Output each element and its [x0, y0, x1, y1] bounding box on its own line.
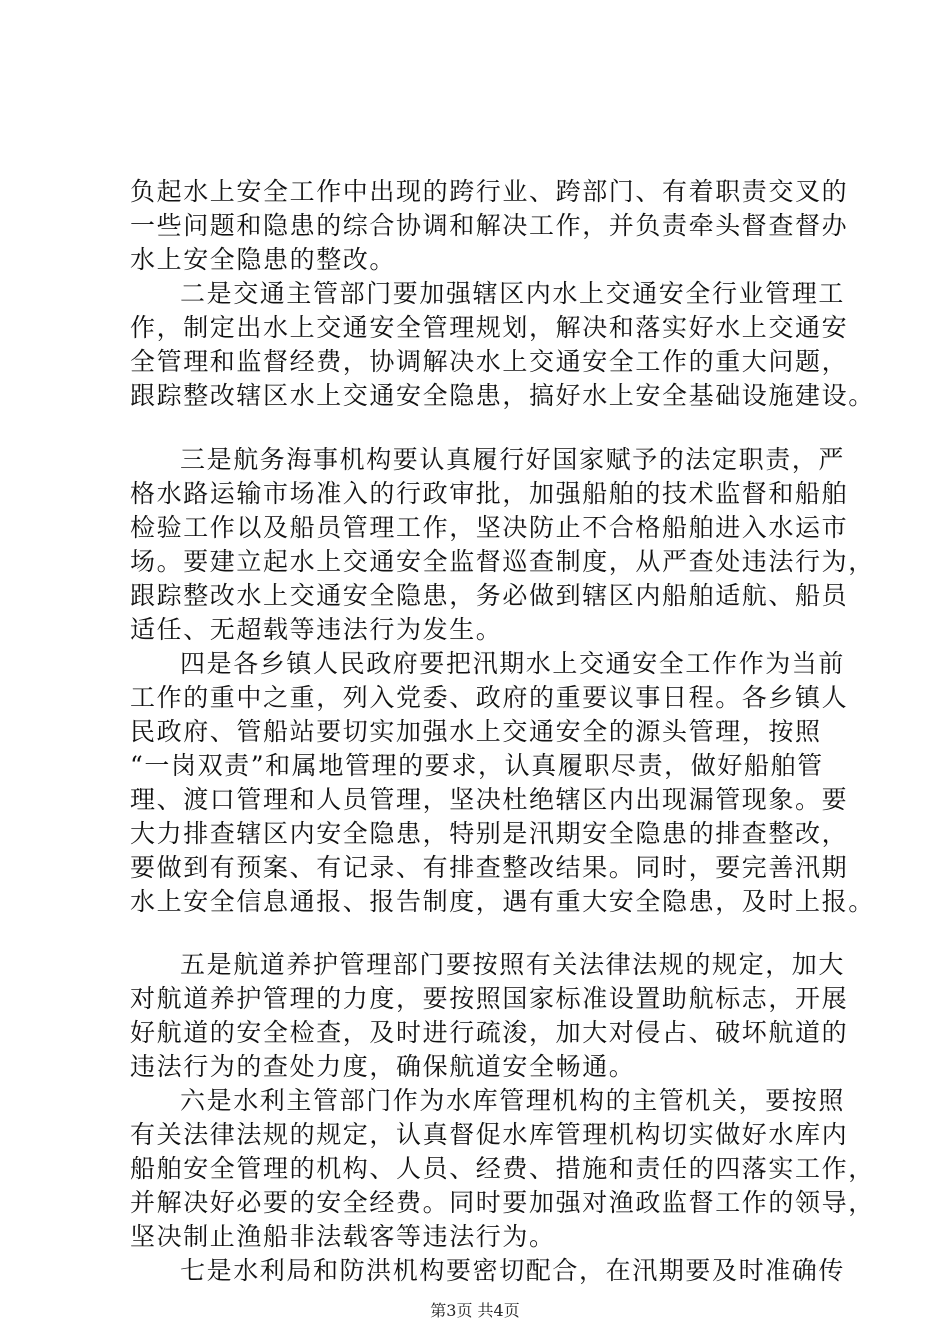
text-line: 一些问题和隐患的综合协调和解决工作，并负责牵头督查督办	[130, 211, 849, 240]
text-line: 场。要建立起水上交通安全监督巡查制度，从严查处违法行为，	[130, 547, 875, 576]
text-line: 四是各乡镇人民政府要把汛期水上交通安全工作作为当前	[180, 649, 846, 678]
text-line: 跟踪整改辖区水上交通安全隐患，搞好水上安全基础设施建设。	[130, 381, 875, 410]
text-line: 好航道的安全检查，及时进行疏浚，加大对侵占、破坏航道的	[130, 1018, 849, 1047]
text-line: 对航道养护管理的力度，要按照国家标准设置助航标志，开展	[130, 984, 849, 1013]
text-line: 适任、无超载等违法行为发生。	[130, 615, 503, 644]
text-line: 作，制定出水上交通安全管理规划，解决和落实好水上交通安	[130, 313, 849, 342]
text-line: 坚决制止渔船非法载客等违法行为。	[130, 1222, 556, 1251]
text-line: 检验工作以及船员管理工作，坚决防止不合格船舶进入水运市	[130, 513, 849, 542]
text-line: 大力排查辖区内安全隐患，特别是汛期安全隐患的排查整改，	[130, 819, 849, 848]
text-line: 五是航道养护管理部门要按照有关法律法规的规定，加大	[180, 950, 846, 979]
text-line: 二是交通主管部门要加强辖区内水上交通安全行业管理工	[180, 279, 846, 308]
text-line: 并解决好必要的安全经费。同时要加强对渔政监督工作的领导，	[130, 1188, 875, 1217]
text-line: 民政府、管船站要切实加强水上交通安全的源头管理，按照	[130, 717, 822, 746]
text-line: 有关法律法规的规定，认真督促水库管理机构切实做好水库内	[130, 1120, 849, 1149]
text-line: 船舶安全管理的机构、人员、经费、措施和责任的四落实工作，	[130, 1154, 875, 1183]
text-line: 要做到有预案、有记录、有排查整改结果。同时，要完善汛期	[130, 853, 849, 882]
text-line: 全管理和监督经费，协调解决水上交通安全工作的重大问题，	[130, 347, 849, 376]
page-number: 第3页 共4页	[430, 1301, 520, 1320]
text-line: 水上安全信息通报、报告制度，遇有重大安全隐患，及时上报。	[130, 887, 875, 916]
text-line: “一岗双责”和属地管理的要求，认真履职尽责，做好船舶管	[130, 751, 824, 780]
text-line: 负起水上安全工作中出现的跨行业、跨部门、有着职责交叉的	[130, 177, 849, 206]
text-line: 六是水利主管部门作为水库管理机构的主管机关，要按照	[180, 1086, 846, 1115]
text-line: 七是水利局和防洪机构要密切配合，在汛期要及时准确传	[180, 1256, 846, 1285]
text-line: 格水路运输市场准入的行政审批，加强船舶的技术监督和船舶	[130, 479, 849, 508]
text-line: 跟踪整改水上交通安全隐患，务必做到辖区内船舶适航、船员	[130, 581, 849, 610]
text-line: 三是航务海事机构要认真履行好国家赋予的法定职责，严	[180, 445, 846, 474]
text-line: 理、渡口管理和人员管理，坚决杜绝辖区内出现漏管现象。要	[130, 785, 849, 814]
text-line: 工作的重中之重，列入党委、政府的重要议事日程。各乡镇人	[130, 683, 849, 712]
text-line: 水上安全隐患的整改。	[130, 245, 397, 274]
text-line: 违法行为的查处力度，确保航道安全畅通。	[130, 1052, 636, 1081]
